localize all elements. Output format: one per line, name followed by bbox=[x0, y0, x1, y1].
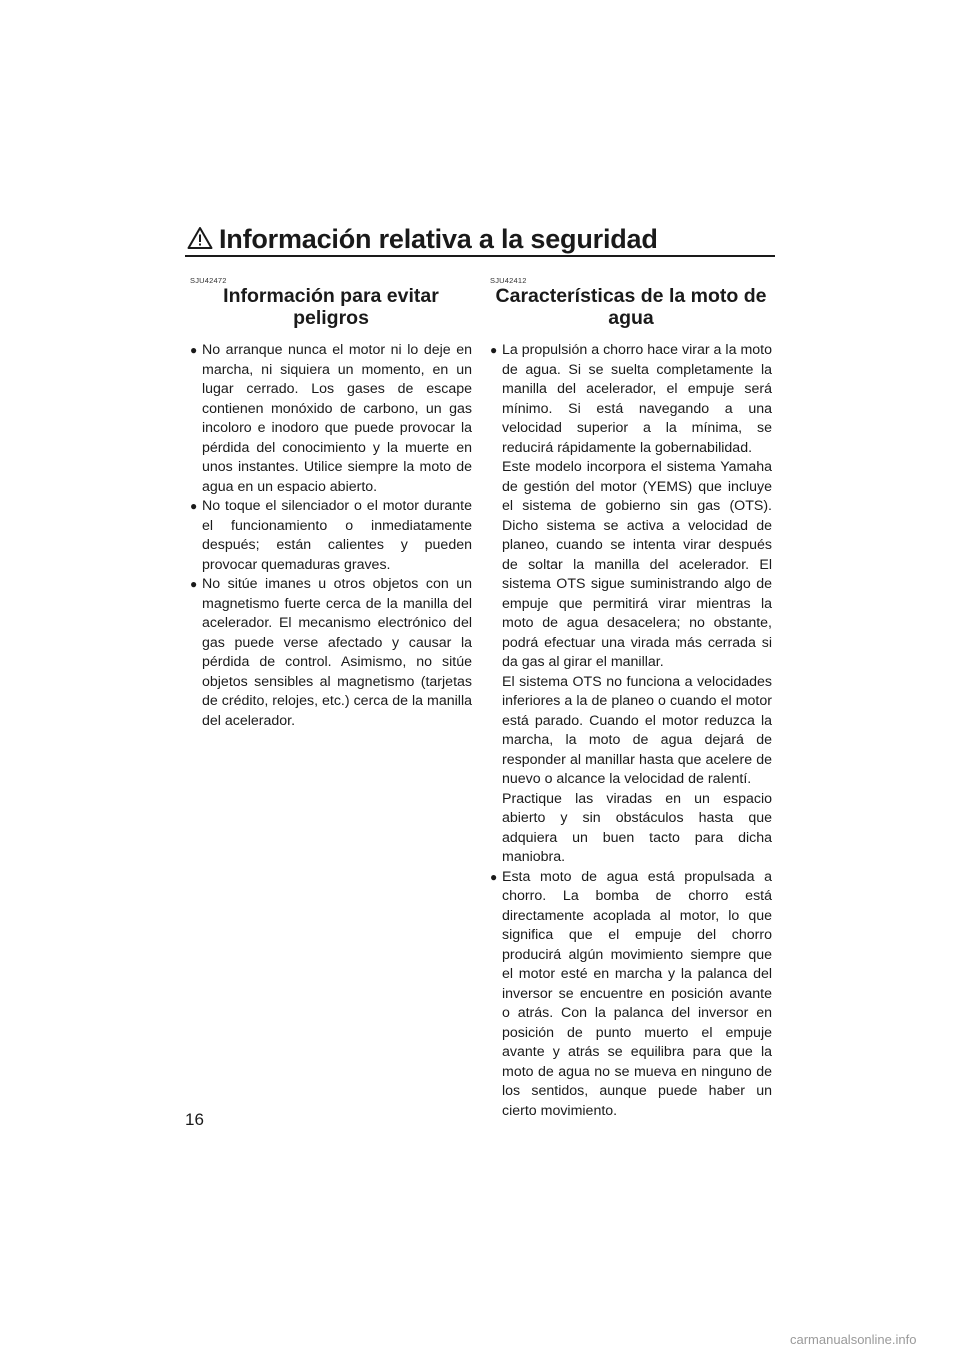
list-item-paragraph: Este modelo incorpora el sistema Yamaha de gestión del motor (YEMS) que incluye el sistema de gobierno sin gas (OTS). Dicho sistema se activa a velocidad de planeo, cuando se intenta virar después de soltar la manilla del acelerador. El sistema OTS sigue suministrando algo de empuje que permitirá virar mientras la moto de agua desacelera; no obstante, podrá efectuar una virada más cerrada si da gas al girar el manillar. bbox=[502, 459, 772, 670]
page-header bbox=[185, 222, 775, 256]
section-code: SJU42472 bbox=[190, 276, 227, 285]
warning-triangle-icon bbox=[187, 226, 213, 250]
site-watermark: carmanualsonline.info bbox=[790, 1332, 917, 1347]
bullet-list bbox=[490, 341, 772, 1121]
right-column bbox=[490, 276, 772, 1121]
section-code: SJU42412 bbox=[490, 276, 527, 285]
left-column bbox=[190, 276, 472, 731]
section-title: Información para evitar peligros bbox=[223, 285, 439, 329]
list-item-text: No arranque nunca el motor ni lo deje en marcha, ni siquiera un momento, en un lugar cerrado. Los gases de escape contienen monóxido de carbono, un gas incoloro e inodoro que puede provocar la pérdida del conocimiento y la muerte en unos instantes. Utilice siempre la moto de agua en un espacio abierto. bbox=[202, 342, 472, 495]
list-item bbox=[190, 497, 472, 575]
bullet-list bbox=[190, 341, 472, 731]
section-title: Características de la moto de agua bbox=[495, 285, 767, 329]
list-item-text: Esta moto de agua está propulsada a chorro. La bomba de chorro está directamente acoplada al motor, lo que significa que el empuje del chorro producirá algún movimiento siempre que el motor esté en marcha y la palanca del inversor se encuentre en posición avante o atrás. Con la palanca del inversor en posición de punto muerto el empuje avante y atrás se equilibra para que la moto de agua no se mueva en ninguno de los sentidos, aunque puede haber un cierto movimiento. bbox=[502, 868, 772, 1119]
list-item-paragraph: El sistema OTS no funciona a velocidades inferiores a la de planeo o cuando el motor está parado. Cuando el motor reduzca la marcha, la moto de agua dejará de responder al manillar hasta que acelere de nuevo o alcance la velocidad de ralentí. bbox=[502, 673, 772, 787]
bullet-icon: ● bbox=[190, 577, 198, 591]
list-item bbox=[190, 575, 472, 731]
bullet-icon: ● bbox=[490, 869, 498, 884]
header-rule bbox=[185, 255, 775, 257]
list-item bbox=[490, 868, 772, 1122]
list-item-text: No sitúe imanes u otros objetos con un magnetismo fuerte cerca de la manilla del acelerador. El mecanismo electrónico del gas puede verse afectado y causar la pérdida de control. Asimismo, no sitúe objetos sensibles al magnetismo (tarjetas de crédito, relojes, etc.) cerca de la manilla del acelerador. bbox=[202, 576, 472, 729]
bullet-icon: ● bbox=[490, 343, 498, 357]
list-item-text: La propulsión a chorro hace virar a la moto de agua. Si se suelta completamente la manilla del acelerador, el empuje será mínimo. Si está navegando a una velocidad superior a la mínima, se reducirá rápidamente la gobernabilidad. bbox=[502, 342, 772, 456]
list-item bbox=[490, 341, 772, 868]
list-item-paragraph: Practique las viradas en un espacio abierto y sin obstáculos hasta que adquiera un buen tacto para dicha maniobra. bbox=[502, 790, 772, 865]
page-number: 16 bbox=[185, 1110, 204, 1129]
bullet-icon: ● bbox=[190, 343, 198, 357]
bullet-icon: ● bbox=[190, 499, 198, 513]
list-item-text: No toque el silenciador o el motor durante el funcionamiento o inmediatamente después; están calientes y pueden provocar quemaduras graves. bbox=[202, 498, 472, 573]
list-item bbox=[190, 341, 472, 497]
page-title: Información relativa a la seguridad bbox=[219, 224, 658, 254]
